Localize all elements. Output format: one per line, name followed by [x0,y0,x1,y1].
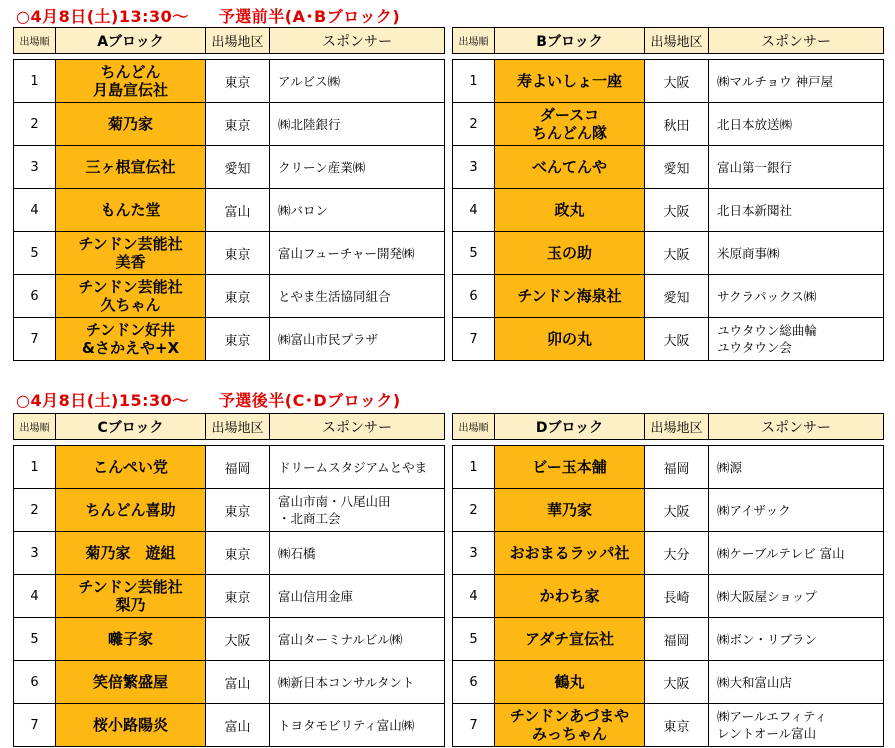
header-sponsor: スポンサー [270,28,445,54]
sponsor-cell: ㈱マルチョウ 神戸屋 [709,60,884,103]
sponsor-cell: 富山フューチャー開発㈱ [270,232,445,275]
table-row [453,232,884,275]
group-name-cell: ちんどん喜助 [56,489,206,532]
header-sponsor: スポンサー [270,414,445,440]
order-cell: 3 [14,146,56,189]
region-cell: 福岡 [206,446,270,489]
region-cell: 東京 [206,275,270,318]
header-region: 出場地区 [206,28,270,54]
sponsor-cell: 富山市南・八尾山田 ・北商工会 [270,489,445,532]
header-row [14,28,445,54]
region-cell: 東京 [206,232,270,275]
sponsor-cell: 北日本放送㈱ [709,103,884,146]
sponsor-cell: 富山第一銀行 [709,146,884,189]
region-cell: 東京 [206,318,270,361]
group-name-cell: 寿よいしょ一座 [495,60,645,103]
region-cell: 東京 [206,103,270,146]
group-name-cell: 卯の丸 [495,318,645,361]
order-cell: 2 [453,489,495,532]
group-name-cell: 囃子家 [56,618,206,661]
region-cell: 福岡 [645,446,709,489]
order-cell: 5 [14,618,56,661]
table-row [453,446,884,489]
region-cell: 愛知 [645,275,709,318]
order-cell: 2 [14,489,56,532]
region-cell: 大阪 [645,318,709,361]
header-region: 出場地区 [645,28,709,54]
sponsor-cell: アルビス㈱ [270,60,445,103]
region-cell: 富山 [206,704,270,747]
order-cell: 1 [453,446,495,489]
header-region: 出場地区 [206,414,270,440]
order-cell: 4 [14,575,56,618]
block-d-table [452,413,884,747]
table-row [14,146,445,189]
sponsor-cell: ㈱北陸銀行 [270,103,445,146]
header-row [453,28,884,54]
group-name-cell: ちんどん 月島宣伝社 [56,60,206,103]
header-row [453,414,884,440]
region-cell: 愛知 [206,146,270,189]
table-row [453,532,884,575]
table-row [14,489,445,532]
order-cell: 4 [453,189,495,232]
order-cell: 7 [453,704,495,747]
group-name-cell: 菊乃家 遊組 [56,532,206,575]
group-name-cell: 玉の助 [495,232,645,275]
order-cell: 4 [453,575,495,618]
sponsor-cell: ㈱富山市民プラザ [270,318,445,361]
region-cell: 東京 [206,60,270,103]
session-name: 予選前半(A･Bブロック) [218,7,401,26]
table-row [14,532,445,575]
sponsor-cell: ㈱ケーブルテレビ 富山 [709,532,884,575]
table-row [453,275,884,318]
header-order: 出場順 [14,28,56,54]
region-cell: 大分 [645,532,709,575]
header-block-name: Aブロック [56,28,206,54]
region-cell: 東京 [206,489,270,532]
region-cell: 長崎 [645,575,709,618]
group-name-cell: 鶴丸 [495,661,645,704]
group-name-cell: 華乃家 [495,489,645,532]
region-cell: 富山 [206,661,270,704]
order-cell: 2 [453,103,495,146]
region-cell: 大阪 [206,618,270,661]
order-cell: 6 [14,661,56,704]
region-cell: 東京 [206,532,270,575]
header-sponsor: スポンサー [709,28,884,54]
group-name-cell: ダースコ ちんどん隊 [495,103,645,146]
table-row [14,446,445,489]
block-b-table [452,27,884,361]
group-name-cell: 三ヶ根宣伝社 [56,146,206,189]
region-cell: 福岡 [645,618,709,661]
table-row [453,489,884,532]
sponsor-cell: ㈱アイザック [709,489,884,532]
table-row [453,704,884,747]
session-date: ○4月8日(土)13:30～ [16,7,189,26]
sponsor-cell: とやま生活協同組合 [270,275,445,318]
table-row [453,318,884,361]
header-order: 出場順 [453,28,495,54]
order-cell: 1 [453,60,495,103]
region-cell: 愛知 [645,146,709,189]
order-cell: 3 [14,532,56,575]
header-sponsor: スポンサー [709,414,884,440]
block-c-table [13,413,445,747]
sponsor-cell: 米原商事㈱ [709,232,884,275]
sponsor-cell: トヨタモビリティ富山㈱ [270,704,445,747]
session-date: ○4月8日(土)15:30～ [16,391,189,410]
order-cell: 5 [453,232,495,275]
table-row [14,275,445,318]
table-row [453,575,884,618]
group-name-cell: こんぺい党 [56,446,206,489]
table-row [453,60,884,103]
group-name-cell: アダチ宣伝社 [495,618,645,661]
order-cell: 1 [14,446,56,489]
session-name: 予選後半(C･Dブロック) [218,391,401,410]
order-cell: 4 [14,189,56,232]
order-cell: 5 [14,232,56,275]
group-name-cell: チンドン好井 &さかえや+X [56,318,206,361]
region-cell: 東京 [206,575,270,618]
sponsor-cell: 富山ターミナルビル㈱ [270,618,445,661]
order-cell: 2 [14,103,56,146]
order-cell: 7 [453,318,495,361]
group-name-cell: チンドン芸能社 梨乃 [56,575,206,618]
sponsor-cell: 富山信用金庫 [270,575,445,618]
order-cell: 3 [453,146,495,189]
order-cell: 3 [453,532,495,575]
region-cell: 大阪 [645,661,709,704]
order-cell: 5 [453,618,495,661]
group-name-cell: チンドン海泉社 [495,275,645,318]
header-region: 出場地区 [645,414,709,440]
group-name-cell: 桜小路陽炎 [56,704,206,747]
group-name-cell: 笑倍繁盛屋 [56,661,206,704]
sponsor-cell: ドリームスタジアムとやま [270,446,445,489]
header-block-name: Cブロック [56,414,206,440]
order-cell: 6 [453,275,495,318]
group-name-cell: 菊乃家 [56,103,206,146]
group-name-cell: おおまるラッパ社 [495,532,645,575]
region-cell: 富山 [206,189,270,232]
sponsor-cell: 北日本新聞社 [709,189,884,232]
table-row [14,60,445,103]
table-row [14,103,445,146]
header-block-name: Bブロック [495,28,645,54]
sponsor-cell: ㈱バロン [270,189,445,232]
group-name-cell: 政丸 [495,189,645,232]
region-cell: 大阪 [645,232,709,275]
group-name-cell: べんてんや [495,146,645,189]
session-title-prelim-first-half [16,4,400,27]
header-row [14,414,445,440]
table-row [14,618,445,661]
sponsor-cell: ㈱アールエフィティ レントオール富山 [709,704,884,747]
table-row [453,618,884,661]
group-name-cell: チンドン芸能社 久ちゃん [56,275,206,318]
group-name-cell: かわち家 [495,575,645,618]
sponsor-cell: ㈱源 [709,446,884,489]
table-row [453,103,884,146]
header-block-name: Dブロック [495,414,645,440]
block-a-table [13,27,445,361]
sponsor-cell: ㈱大阪屋ショップ [709,575,884,618]
table-row [453,189,884,232]
group-name-cell: ビー玉本舗 [495,446,645,489]
table-row [14,232,445,275]
order-cell: 7 [14,318,56,361]
sponsor-cell: ㈱大和富山店 [709,661,884,704]
sponsor-cell: サクラパックス㈱ [709,275,884,318]
header-order: 出場順 [453,414,495,440]
region-cell: 大阪 [645,60,709,103]
table-row [14,704,445,747]
region-cell: 東京 [645,704,709,747]
region-cell: 秋田 [645,103,709,146]
table-row [14,575,445,618]
sponsor-cell: ユウタウン総曲輪 ユウタウン会 [709,318,884,361]
header-order: 出場順 [14,414,56,440]
session-title-prelim-second-half [16,388,401,411]
table-row [14,189,445,232]
table-row [453,661,884,704]
group-name-cell: チンドン芸能社 美香 [56,232,206,275]
table-row [14,661,445,704]
order-cell: 7 [14,704,56,747]
table-row [453,146,884,189]
order-cell: 1 [14,60,56,103]
group-name-cell: もんた堂 [56,189,206,232]
table-row [14,318,445,361]
region-cell: 大阪 [645,189,709,232]
sponsor-cell: ㈱ボン・リブラン [709,618,884,661]
order-cell: 6 [14,275,56,318]
sponsor-cell: クリーン産業㈱ [270,146,445,189]
region-cell: 大阪 [645,489,709,532]
sponsor-cell: ㈱新日本コンサルタント [270,661,445,704]
group-name-cell: チンドンあづまや みっちゃん [495,704,645,747]
sponsor-cell: ㈱石橋 [270,532,445,575]
order-cell: 6 [453,661,495,704]
